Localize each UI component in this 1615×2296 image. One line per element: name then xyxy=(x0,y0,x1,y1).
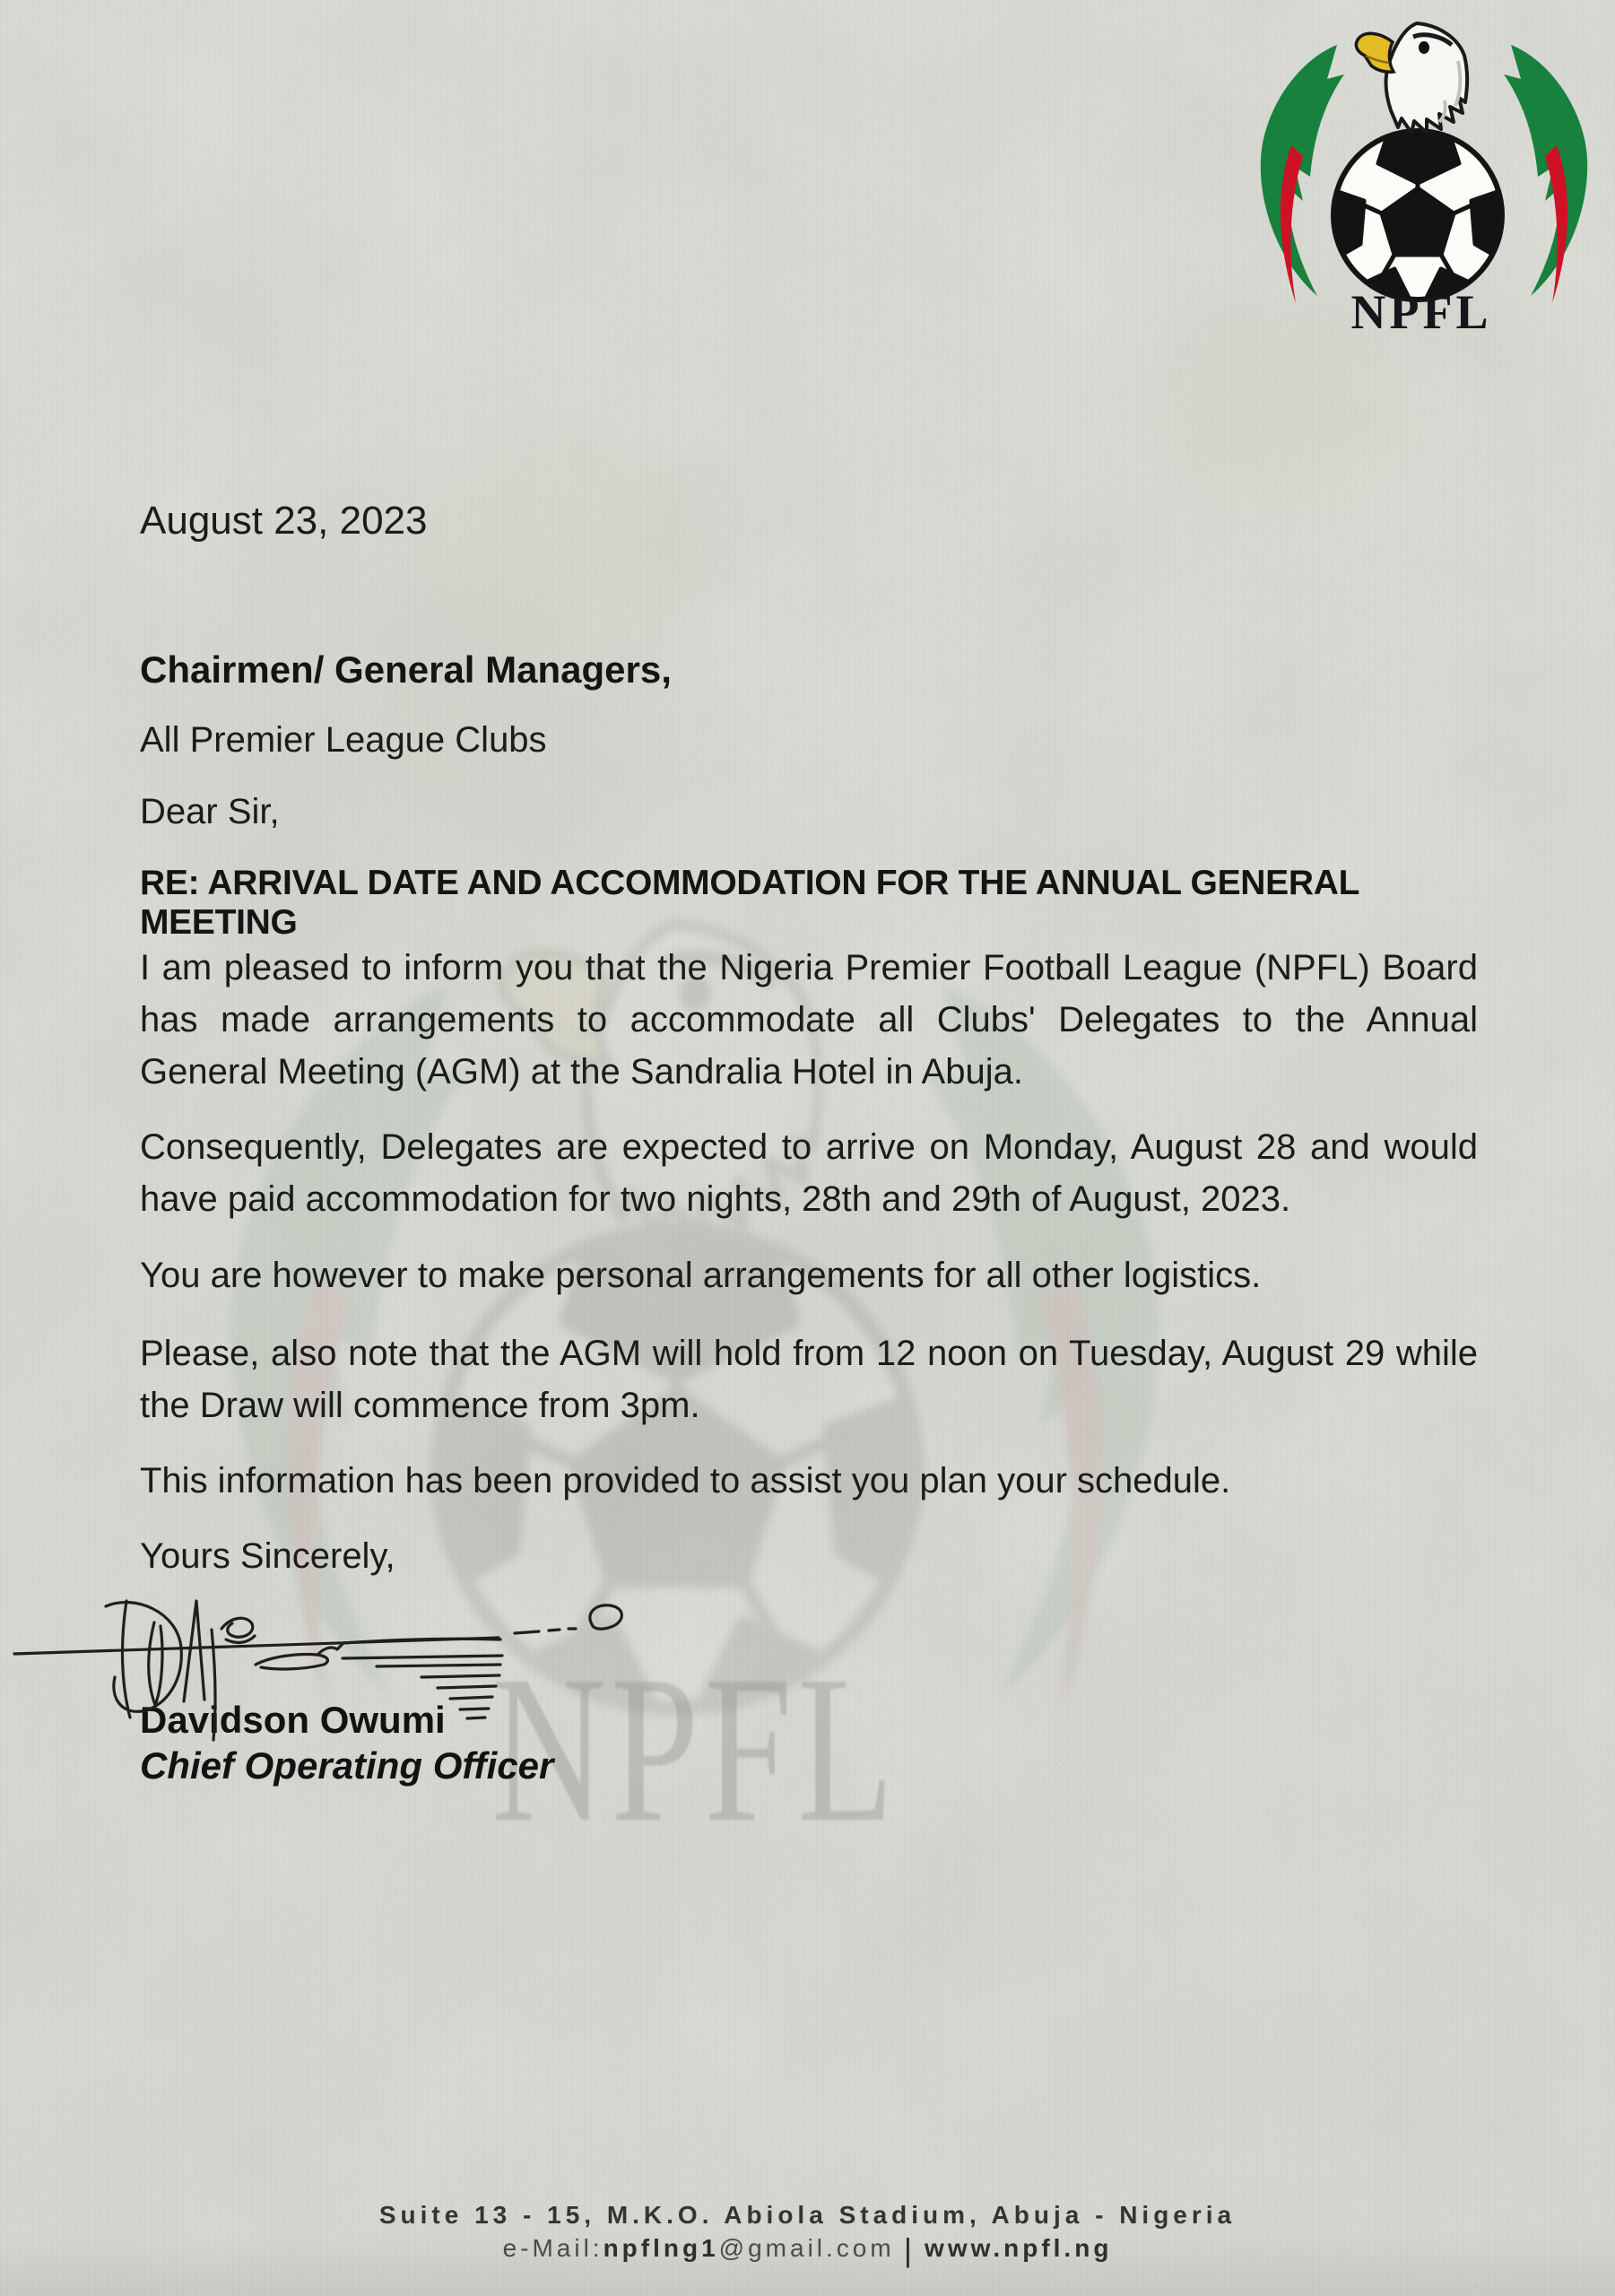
body-paragraph: Consequently, Delegates are expected to arrive on Monday, August 28 and would have paid accommodation for two nights, 28th and 29th of August, 2023. xyxy=(140,1127,1478,1219)
salutation: Dear Sir, xyxy=(140,792,280,831)
subject-line: RE: ARRIVAL DATE AND ACCOMMODATION FOR THE ANNUAL GENERAL MEETING xyxy=(140,864,1359,942)
body-paragraph: You are however to make personal arrangements for all other logistics. xyxy=(140,1256,1262,1295)
footer-email-user: npflng1 xyxy=(603,2234,719,2262)
footer-separator: | xyxy=(903,2231,916,2268)
watermark-text: NPFL xyxy=(491,1632,899,1866)
recipient-line-1: Chairmen/ General Managers, xyxy=(140,648,672,691)
body-paragraph: I am pleased to inform you that the Nigeria Premier Football League (NPFL) Board has made arrangements to accommodate all Clubs' Delegates to the Annual General Meeting (AGM) at the Sandralia Hotel in Abuja. xyxy=(140,948,1478,1091)
signer-name: Davidson Owumi xyxy=(140,1699,446,1741)
footer-website: www.npfl.ng xyxy=(925,2234,1113,2262)
body-paragraph: This information has been provided to assist you plan your schedule. xyxy=(140,1461,1231,1500)
npfl-logo xyxy=(1240,5,1608,335)
signature-image xyxy=(0,1592,646,1744)
signer-title: Chief Operating Officer xyxy=(140,1744,554,1787)
recipient-line-2: All Premier League Clubs xyxy=(140,720,547,760)
letter-date: August 23, 2023 xyxy=(140,499,428,543)
footer-email-label: e-Mail: xyxy=(502,2234,603,2262)
footer-email-domain: @gmail.com xyxy=(718,2234,895,2262)
footer-address: Suite 13 - 15, M.K.O. Abiola Stadium, Abuja - Nigeria xyxy=(378,2201,1237,2229)
body-paragraph: Please, also note that the AGM will hold from 12 noon on Tuesday, August 29 while the Draw will commence from 3pm. xyxy=(140,1334,1478,1425)
logo-wordmark: NPFL xyxy=(1350,285,1492,335)
closing-line: Yours Sincerely, xyxy=(140,1536,395,1576)
footer-contact xyxy=(0,2231,1615,2269)
letter-footer xyxy=(0,2201,1615,2269)
